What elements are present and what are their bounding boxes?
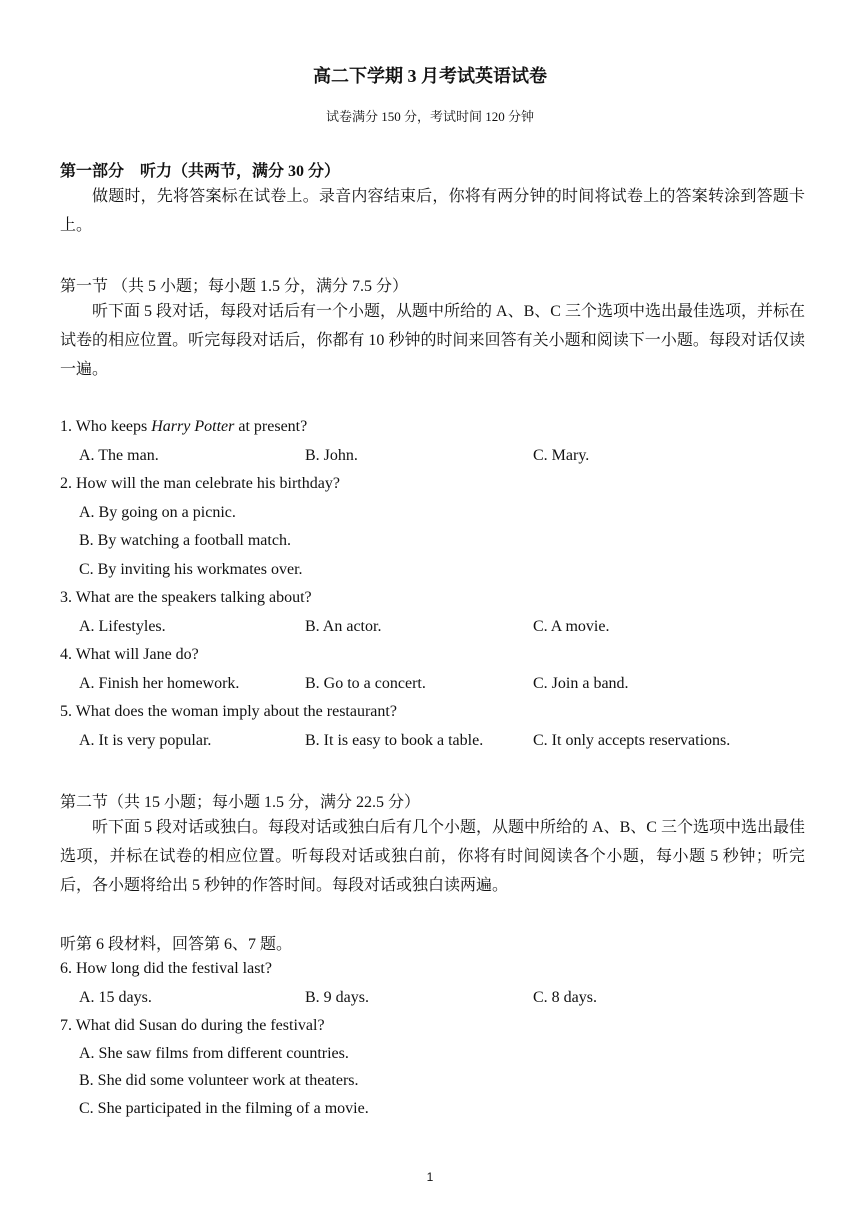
q2-option-c: C. By inviting his workmates over. bbox=[79, 561, 303, 578]
page-title: 高二下学期 3 月考试英语试卷 bbox=[313, 66, 547, 86]
q1-option-b: B. John. bbox=[305, 447, 358, 464]
question-4: 4. What will Jane do? bbox=[60, 646, 199, 663]
q7-option-c: C. She participated in the filming of a movie. bbox=[79, 1100, 369, 1117]
q5-option-c: C. It only accepts reservations. bbox=[533, 732, 731, 749]
question-3: 3. What are the speakers talking about? bbox=[60, 589, 312, 606]
material-note: 听第 6 段材料，回答第 6、7 题。 bbox=[60, 936, 293, 953]
section1-instructions: 听下面 5 段对话，每段对话后有一个小题，从题中所给的 A、B、C 三个选项中选出最佳选项，并标在试卷的相应位置。听完每段对话后，你都有 10 秒钟的时间来回答有关小题和阅读下一小题。每段对话仅读一遍。 bbox=[60, 303, 805, 378]
q7-option-b: B. She did some volunteer work at theaters. bbox=[79, 1072, 359, 1089]
page-number: 1 bbox=[426, 1170, 434, 1184]
q2-option-a: A. By going on a picnic. bbox=[79, 504, 236, 521]
q3-option-b: B. An actor. bbox=[305, 618, 382, 635]
book-title: Harry Potter bbox=[151, 418, 235, 435]
q3-option-a: A. Lifestyles. bbox=[79, 618, 166, 635]
q5-option-b: B. It is easy to book a table. bbox=[305, 732, 484, 749]
section2-instructions: 听下面 5 段对话或独白。每段对话或独白后有几个小题，从题中所给的 A、B、C 三个选项中选出最佳选项，并标在试卷的相应位置。听每段对话或独白前，你将有时间阅读各个小题，每小题 5 秒钟；听完后，各小题将给出 5 秒钟的作答时间。每段对话或独白读两遍。 bbox=[60, 819, 805, 894]
q7-option-a: A. She saw films from different countries. bbox=[79, 1045, 349, 1062]
q3-option-c: C. A movie. bbox=[533, 618, 610, 635]
exam-info: 试卷满分 150 分，考试时间 120 分钟 bbox=[325, 109, 534, 124]
q1-option-a: A. The man. bbox=[79, 447, 159, 464]
q4-option-b: B. Go to a concert. bbox=[305, 675, 426, 692]
q1-option-c: C. Mary. bbox=[533, 447, 590, 464]
q6-option-c: C. 8 days. bbox=[533, 989, 597, 1006]
part1-instructions: 做题时，先将答案标在试卷上。录音内容结束后，你将有两分钟的时间将试卷上的答案转涂到答题卡上。 bbox=[60, 188, 805, 234]
section2-heading: 第二节（共 15 小题；每小题 1.5 分，满分 22.5 分） bbox=[60, 794, 421, 811]
part1-heading: 第一部分 听力（共两节，满分 30 分） bbox=[60, 163, 341, 180]
question-6: 6. How long did the festival last? bbox=[60, 960, 272, 977]
question-7: 7. What did Susan do during the festival? bbox=[60, 1017, 325, 1034]
q4-option-a: A. Finish her homework. bbox=[79, 675, 240, 692]
q2-option-b: B. By watching a football match. bbox=[79, 532, 291, 549]
question-1: 1. Who keeps Harry Potter at present? bbox=[60, 418, 308, 435]
q6-option-a: A. 15 days. bbox=[79, 989, 152, 1006]
question-2: 2. How will the man celebrate his birthday? bbox=[60, 475, 340, 492]
question-5: 5. What does the woman imply about the restaurant? bbox=[60, 703, 397, 720]
q4-option-c: C. Join a band. bbox=[533, 675, 629, 692]
q6-option-b: B. 9 days. bbox=[305, 989, 369, 1006]
section1-heading: 第一节 （共 5 小题；每小题 1.5 分，满分 7.5 分） bbox=[60, 278, 409, 295]
q5-option-a: A. It is very popular. bbox=[79, 732, 212, 749]
